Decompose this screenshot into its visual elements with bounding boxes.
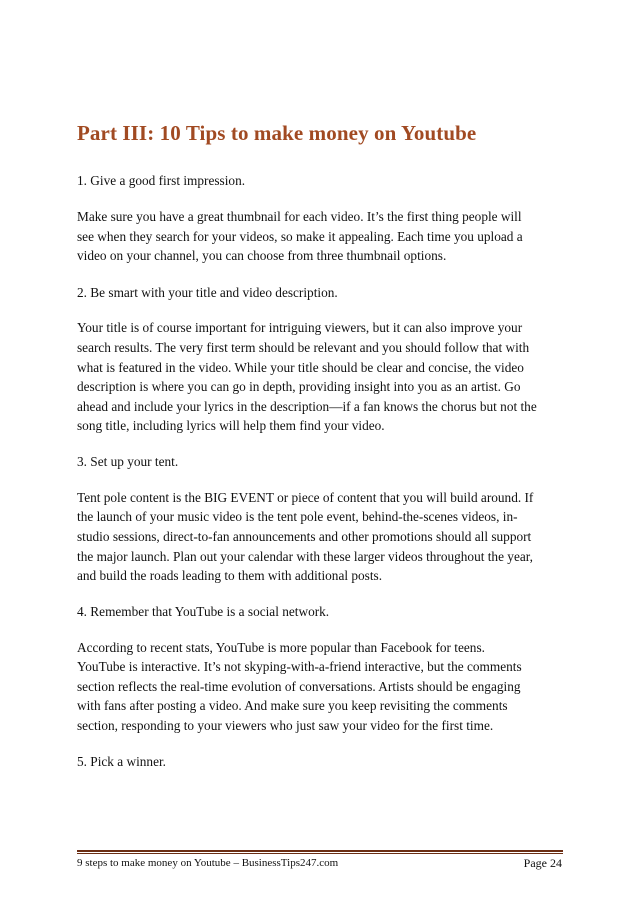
tip-2-line: song title, including lyrics will help them find your video.: [77, 418, 385, 433]
page-number: Page 24: [523, 856, 562, 870]
tip-1-line: see when they search for your videos, so make it appealing. Each time you upload a: [77, 229, 523, 244]
tip-4-line: According to recent stats, YouTube is more popular than Facebook for teens.: [77, 640, 485, 655]
tip-1-line: Make sure you have a great thumbnail for each video. It’s the first thing people will: [77, 209, 522, 224]
tip-2-heading: 2. Be smart with your title and video description.: [77, 285, 338, 300]
tip-2-line: what is featured in the video. While your title should be clear and concise, the video: [77, 360, 524, 375]
tip-3-line: the launch of your music video is the tent pole event, behind-the-scenes videos, in-: [77, 509, 518, 524]
tip-1-line: video on your channel, you can choose from three thumbnail options.: [77, 248, 447, 263]
tip-2-line: ahead and include your lyrics in the description—if a fan knows the chorus but not the: [77, 399, 537, 414]
tip-4-line: section, responding to your viewers who just saw your video for the first time.: [77, 718, 494, 733]
tip-1-heading: 1. Give a good first impression.: [77, 173, 246, 188]
tip-3-line: the major launch. Plan out your calendar with these larger videos throughout the year,: [77, 549, 533, 564]
tip-4-line: section reflects the real-time evolution of conversations. Artists should be engaging: [77, 679, 521, 694]
tip-3-line: Tent pole content is the BIG EVENT or piece of content that you will build around. If: [77, 490, 534, 505]
tip-4-line: with fans after posting a video. And make sure you keep revisiting the comments: [77, 698, 508, 713]
footer-document-title: 9 steps to make money on Youtube – BusinessTips247.com: [77, 857, 339, 869]
footer-divider-thin: [77, 853, 563, 854]
footer-divider: [77, 850, 563, 852]
tip-3-line: and build the roads leading to them with additional posts.: [77, 568, 383, 583]
tip-4-heading: 4. Remember that YouTube is a social network.: [77, 604, 330, 619]
tip-3-heading: 3. Set up your tent.: [77, 454, 179, 469]
tip-2-line: search results. The very first term should be relevant and you should follow that with: [77, 340, 530, 355]
section-title: Part III: 10 Tips to make money on Youtube: [77, 121, 477, 145]
tip-4-line: YouTube is interactive. It’s not skyping-with-a-friend interactive, but the comments: [77, 659, 522, 674]
tip-2-line: description is where you can go in depth, providing insight into you as an artist. Go: [77, 379, 521, 394]
tip-2-line: Your title is of course important for intriguing viewers, but it can also improve your: [77, 320, 523, 335]
tip-5-heading: 5. Pick a winner.: [77, 754, 167, 769]
tip-3-line: studio sessions, direct-to-fan announcements and other promotions should all support: [77, 529, 532, 544]
